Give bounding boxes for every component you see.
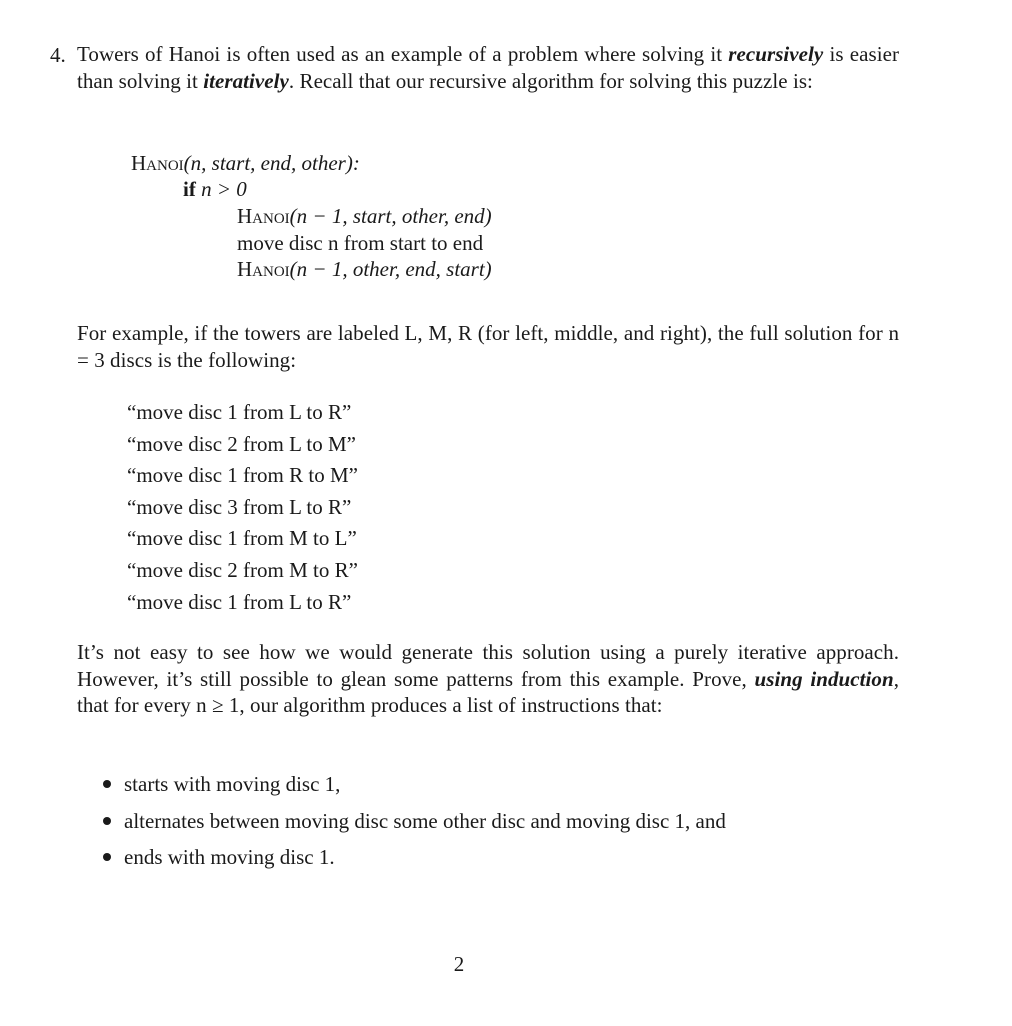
move-item: “move disc 1 from M to L” (127, 526, 357, 551)
page-number: 2 (453, 952, 465, 976)
question-number: 4. (50, 43, 66, 67)
algorithm-header (131, 150, 360, 177)
move-item: “move disc 1 from L to R” (127, 400, 352, 424)
bullet-item (103, 771, 726, 808)
if-statement (183, 176, 247, 203)
function-args: (n, start, end, other): (183, 151, 360, 175)
example-paragraph: For example, if the towers are labeled L, M, R (for left, middle, and right), the full solution for n = 3 discs is the following: (77, 321, 899, 372)
bullet-icon (103, 853, 111, 861)
bullet-icon (103, 817, 111, 825)
move-list (127, 399, 358, 620)
intro-text-1: Towers of Hanoi is often used as an example of a problem where solving it (77, 42, 729, 66)
move-item: “move disc 1 from R to M” (127, 463, 358, 488)
emphasis-recursively: recursively (728, 42, 824, 66)
prove-text-2: , that for every n ≥ 1, our algorithm produces a list of instructions that: (77, 666, 899, 717)
intro-text-2: is easier than solving it (77, 42, 899, 93)
bullet-text: ends with moving disc 1. (124, 845, 335, 869)
bullet-list (103, 771, 726, 881)
emphasis-iteratively: iteratively (203, 68, 289, 93)
recursive-call-1 (237, 203, 492, 230)
prove-text-1: It’s not easy to see how we would generate this solution using a purely iterative approach. However, it’s still possible to glean some patterns from this example. Prove, (77, 640, 899, 691)
bullet-item (103, 808, 726, 845)
function-name: Hanoi (237, 204, 290, 228)
move-item: “move disc 3 from L to R” (127, 494, 352, 519)
function-name: Hanoi (237, 257, 290, 281)
bullet-text: alternates between moving disc some other disc and moving disc 1, and (124, 808, 726, 833)
if-keyword: if (183, 177, 196, 201)
if-condition: n > 0 (195, 177, 247, 201)
move-item: “move disc 1 from L to R” (127, 589, 352, 614)
move-item: “move disc 2 from M to R” (127, 557, 358, 582)
bullet-icon (103, 780, 111, 788)
call-args: (n − 1, start, other, end) (289, 204, 492, 228)
function-name: Hanoi (131, 151, 184, 175)
move-item: “move disc 2 from L to M” (127, 431, 357, 456)
call-args: (n − 1, other, end, start) (289, 257, 492, 281)
move-statement: move disc n from start to end (237, 231, 484, 255)
recursive-call-2 (237, 256, 492, 283)
bullet-item (103, 844, 726, 881)
prove-paragraph (77, 639, 899, 719)
intro-text-3: . Recall that our recursive algorithm for solving this puzzle is: (288, 68, 813, 93)
bullet-text: starts with moving disc 1, (124, 772, 341, 796)
emphasis-using-induction: using induction (754, 666, 894, 691)
question-intro (77, 41, 899, 94)
